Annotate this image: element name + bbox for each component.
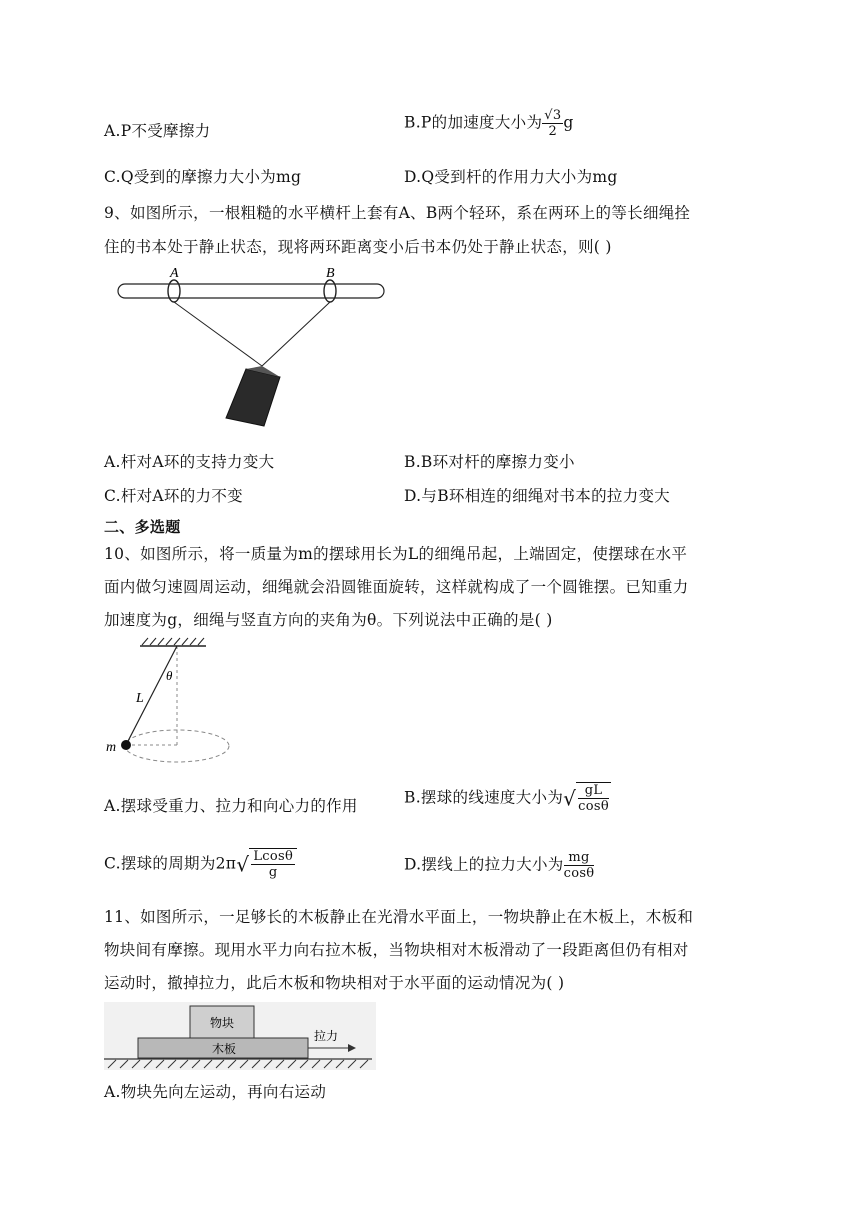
q8-option-d: D.Q受到杆的作用力大小为mg	[404, 168, 618, 186]
q10-option-c-numerator: Lcosθ	[253, 849, 294, 864]
label-theta: θ	[166, 668, 173, 683]
q9-option-b: B.B环对杆的摩擦力变小	[404, 453, 575, 471]
q8-option-c: C.Q受到的摩擦力大小为mg	[104, 168, 302, 186]
q8-option-b-numerator: √3	[544, 108, 562, 123]
q9-rod-book-figure	[112, 262, 392, 432]
q11-block-board-figure	[104, 1002, 376, 1070]
q10-option-d-fraction	[564, 850, 595, 881]
rope-a	[174, 302, 262, 366]
q9-stem-line1: 9、如图所示，一根粗糙的水平横杆上套有A、B两个轻环，系在两环上的等长细绳拴	[104, 204, 691, 222]
label-b: B	[326, 266, 335, 281]
q9-stem-line2: 住的书本处于静止状态，现将两环距离变小后书本仍处于静止状态，则( )	[104, 238, 612, 256]
q9-option-a: A.杆对A环的支持力变大	[104, 453, 275, 471]
force-label: 拉力	[314, 1029, 339, 1043]
q10-option-a: A.摆球受重力、拉力和向心力的作用	[104, 797, 358, 815]
q10-option-b-denominator: cosθ	[578, 799, 609, 814]
q10-option-c	[104, 848, 297, 880]
q8-option-b-fraction	[542, 108, 563, 139]
q10-conical-pendulum-figure	[100, 634, 240, 770]
q10-option-c-denominator: g	[268, 865, 278, 880]
q8-option-a: A.P不受摩擦力	[104, 122, 211, 140]
q11-option-a: A.物块先向左运动，再向右运动	[104, 1083, 327, 1101]
q10-stem-line2: 面内做匀速圆周运动，细绳就会沿圆锥面旋转，这样就构成了一个圆锥摆。已知重力	[104, 578, 689, 596]
sqrt-sign: √	[563, 786, 577, 811]
q10-option-b-radicand	[576, 782, 611, 814]
q11-stem-line3: 运动时，撤掉拉力，此后木板和物块相对于水平面的运动情况为( )	[104, 974, 565, 992]
q10-option-b-fraction	[578, 783, 609, 814]
q8-option-b-unit: g	[563, 113, 574, 132]
label-m: m	[106, 740, 117, 755]
q10-option-c-fraction	[251, 849, 295, 880]
q8-option-b	[404, 108, 574, 139]
q10-option-b-numerator: gL	[578, 783, 609, 799]
q10-option-b	[404, 782, 611, 814]
rope-b	[262, 302, 330, 366]
label-a: A	[170, 266, 179, 281]
q8-option-b-text: B.P的加速度大小为	[404, 113, 543, 132]
circular-path	[125, 730, 229, 762]
ceiling-hatch	[142, 638, 204, 645]
section-title: 二、多选题	[104, 518, 181, 536]
horizontal-rod	[118, 284, 384, 298]
q10-option-c-radicand	[249, 848, 297, 880]
board-label: 木板	[211, 1042, 237, 1056]
q10-option-d-numerator: mg	[564, 850, 595, 866]
pendulum-bob	[121, 740, 131, 750]
sqrt-sign: √	[236, 852, 250, 877]
label-L: L	[136, 691, 144, 706]
block-label: 物块	[209, 1016, 235, 1030]
book	[226, 369, 280, 426]
q10-option-b-text: B.摆球的线速度大小为	[404, 788, 564, 807]
q10-option-c-text: C.摆球的周期为2π	[104, 854, 237, 873]
q9-option-c: C.杆对A环的力不变	[104, 487, 243, 505]
q8-option-b-denominator: 2	[548, 124, 558, 139]
q9-option-d: D.与B环相连的细绳对书本的拉力变大	[404, 487, 671, 505]
q10-stem-line1: 10、如图所示，将一质量为m的摆球用长为L的细绳吊起，上端固定，使摆球在水平	[104, 545, 688, 563]
q10-option-d-text: D.摆线上的拉力大小为	[404, 855, 564, 874]
q11-stem-line2: 物块间有摩擦。现用水平力向右拉木板，当物块相对木板滑动了一段距离但仍有相对	[104, 941, 689, 959]
q10-option-d-denominator: cosθ	[563, 866, 595, 881]
q10-stem-line3: 加速度为g，细绳与竖直方向的夹角为θ。下列说法中正确的是( )	[104, 611, 553, 629]
q11-stem-line1: 11、如图所示，一足够长的木板静止在光滑水平面上，一物块静止在木板上，木板和	[104, 908, 694, 926]
q10-option-d	[404, 850, 594, 881]
